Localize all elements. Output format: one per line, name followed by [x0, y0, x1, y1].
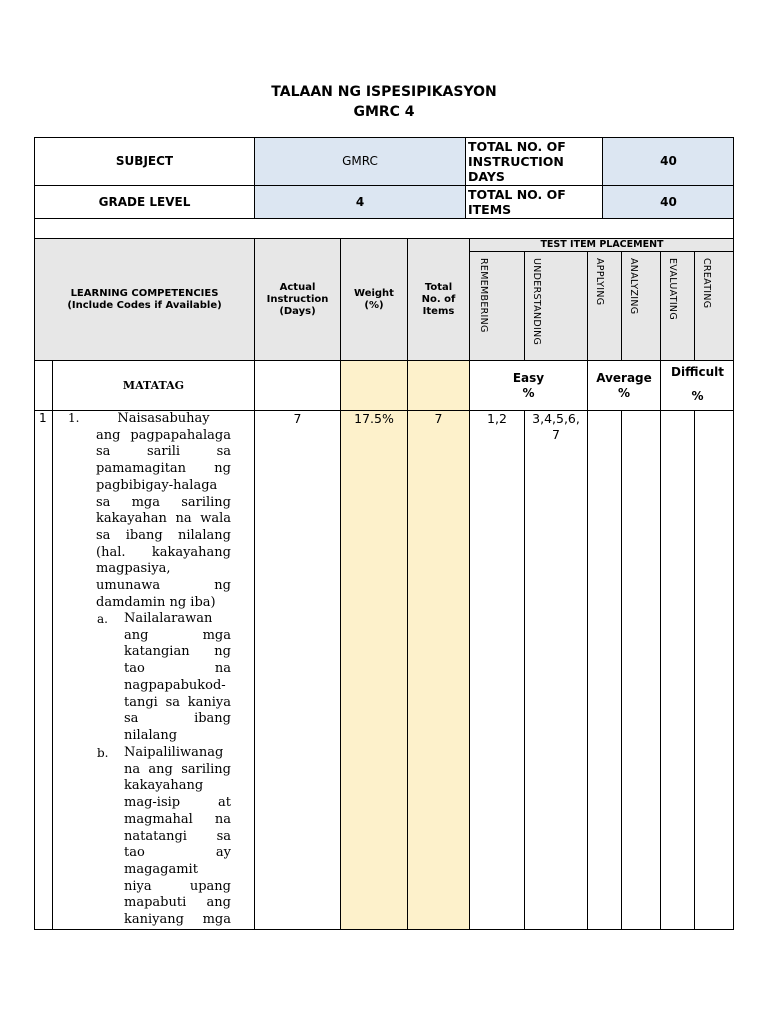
competency-line: kakayahan na wala	[96, 511, 231, 527]
grade-label: GRADE LEVEL	[98, 194, 191, 209]
competency-main	[96, 411, 231, 611]
difficult-header: Difficult %	[671, 365, 724, 403]
competency-line: mag-isip at	[124, 795, 231, 811]
competency-number: 1.	[68, 411, 80, 425]
document-subtitle: GMRC 4	[353, 104, 415, 120]
competencies-header: LEARNING COMPETENCIES (Include Codes if Available)	[67, 287, 222, 311]
competency-line: Naisasabuhay	[117, 411, 210, 426]
competency-line: sa mga sariling	[96, 494, 231, 510]
sub-competency-b-marker: b.	[97, 746, 109, 760]
competency-line: Nailalarawan	[124, 611, 213, 626]
competency-line: pagbibigay-halaga	[96, 477, 218, 493]
evaluating-header: EVALUATING	[667, 258, 678, 320]
average-header: Average %	[596, 370, 652, 400]
competency-line: tangi sa kaniya	[124, 694, 231, 710]
competency-line: (hal. kakayahang	[96, 544, 231, 560]
row-number: 1	[39, 411, 47, 425]
document-title: TALAAN NG ISPESIPIKASYON	[271, 84, 497, 100]
items-value: 40	[660, 194, 677, 209]
items-label: TOTAL NO. OF ITEMS	[468, 187, 566, 217]
days-value: 40	[660, 153, 677, 168]
competency-line: tao na	[124, 661, 231, 677]
competency-line: magmahal na	[124, 811, 231, 827]
competency-line: katangian ng	[124, 644, 231, 660]
competency-line: pamamagitan ng	[96, 461, 231, 477]
competency-line: ang mga	[124, 627, 231, 643]
competency-line: umunawa ng	[96, 578, 231, 594]
grade-value: 4	[355, 194, 365, 209]
competency-line: magpasiya,	[96, 561, 171, 577]
section-matatag: MATATAG	[122, 379, 185, 392]
sub-competency-a-marker: a.	[97, 612, 108, 626]
total-items-header: Total No. of Items	[421, 281, 456, 317]
creating-header: CREATING	[701, 258, 712, 309]
weight-header: Weight (%)	[354, 287, 394, 311]
days-label: TOTAL NO. OF INSTRUCTION DAYS	[468, 138, 566, 184]
subject-value: GMRC	[342, 153, 378, 168]
competency-line: niya upang	[124, 878, 231, 894]
analyzing-header: ANALYZING	[628, 258, 639, 315]
competency-line: damdamin ng iba)	[96, 594, 216, 610]
competency-line: natatangi sa	[124, 828, 231, 844]
competency-line: sa ibang nilalang	[96, 527, 231, 543]
competency-line: kakayahang	[124, 778, 204, 794]
remembering-header: REMEMBERING	[478, 258, 489, 333]
competency-line: na ang sariling	[124, 761, 231, 777]
competency-line: mapabuti ang	[124, 895, 231, 911]
row-items: 7	[434, 411, 443, 426]
row-remembering-items: 1,2	[487, 411, 507, 426]
easy-header: Easy %	[512, 370, 545, 400]
competency-line: tao ay	[124, 845, 231, 861]
competency-line: ang pagpapahalaga	[96, 427, 231, 443]
subject-label: SUBJECT	[115, 153, 174, 168]
competency-line: sa ibang	[124, 711, 231, 727]
test-item-placement-header: TEST ITEM PLACEMENT	[540, 239, 664, 250]
competency-line: sa sarili sa	[96, 444, 231, 460]
competency-line: Naipaliliwanag	[124, 745, 224, 760]
competency-line: nilalang	[124, 727, 178, 743]
competency-line: magagamit	[124, 861, 198, 877]
competency-line: nagpapabukod-	[124, 677, 226, 693]
row-understanding-items: 3,4,5,6, 7	[532, 411, 580, 442]
row-weight: 17.5%	[354, 411, 394, 426]
sub-competency-b	[124, 745, 231, 929]
sub-competency-a	[124, 611, 231, 745]
applying-header: APPLYING	[594, 258, 605, 306]
row-days: 7	[293, 411, 302, 426]
competency-line: kaniyang mga	[124, 912, 231, 928]
understanding-header: UNDERSTANDING	[531, 258, 542, 346]
actual-days-header: Actual Instruction (Days)	[266, 281, 329, 317]
